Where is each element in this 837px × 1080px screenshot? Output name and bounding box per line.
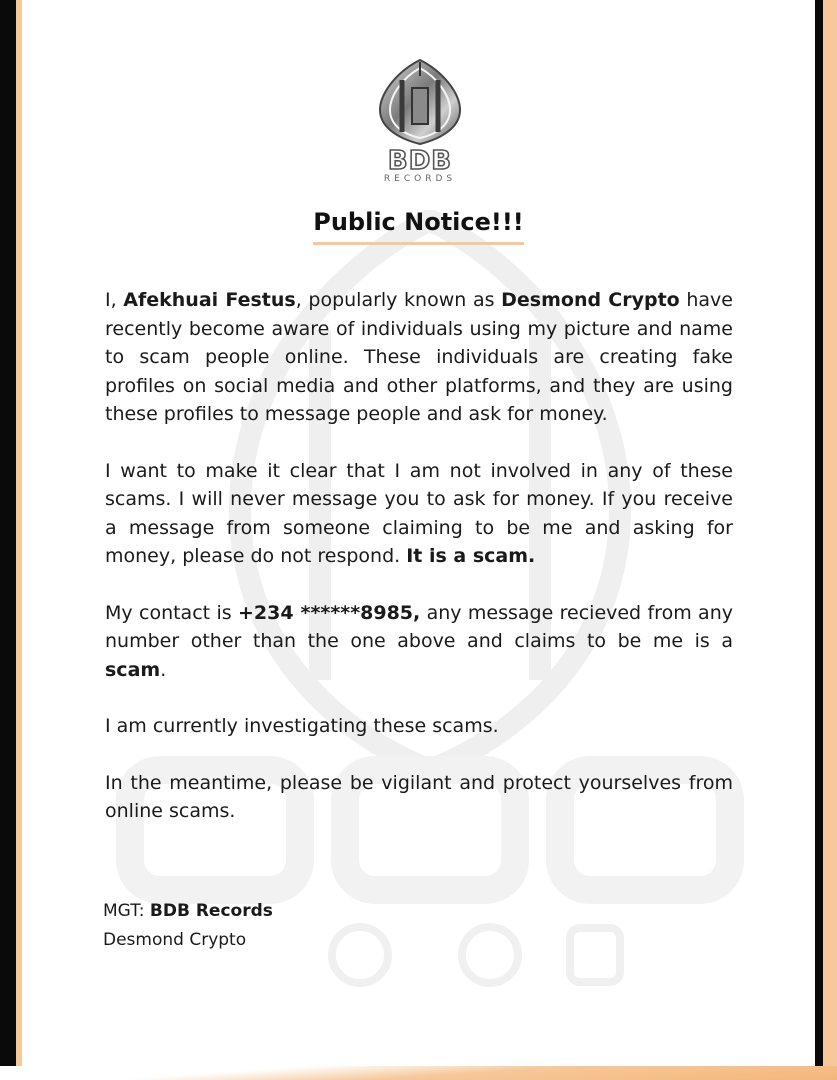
paragraph-1 [105, 286, 733, 429]
bottom-accent-stripe [0, 1066, 837, 1080]
p1-middle: , popularly known as [295, 289, 502, 311]
p1-rest: have recently become aware of individuals using my picture and name to scam people online. These individuals are creating fake profiles on social media and other platforms, and they are using these profiles to message people and ask for money. [105, 289, 733, 425]
mgt-value: BDB Records [149, 901, 273, 921]
signatory-name: Desmond Crypto [103, 930, 247, 950]
p1-prefix: I, [105, 289, 124, 311]
p3-contact: +234 ******8985, [238, 601, 421, 624]
notice-body [105, 286, 733, 854]
bdb-records-logo [368, 58, 472, 186]
right-border [815, 0, 837, 1080]
paragraph-2 [105, 457, 733, 571]
p3-suffix: . [160, 658, 167, 681]
left-border [0, 0, 22, 1080]
p3-middle: any message recieved from any number other than the one above and claims to be me is a [105, 601, 733, 652]
p2-emphasis: It is a scam. [406, 545, 536, 567]
paragraph-3 [105, 599, 733, 685]
p1-name: Afekhuai Festus [123, 289, 296, 311]
bdb-emblem-icon [368, 58, 472, 146]
logo-wordmark: BDB [387, 146, 453, 176]
management-line [103, 897, 503, 926]
paragraph-4: I am currently investigating these scams. [105, 715, 499, 737]
mgt-label: MGT: [103, 901, 150, 921]
p3-prefix: My contact is [105, 601, 238, 624]
p2-text: I want to make it clear that I am not involved in any of these scams. I will never message you to ask for money. If you receive a message from someone claiming to be me and asking for money, please do not respond. [105, 459, 733, 567]
notice-title [0, 208, 837, 245]
p1-alias: Desmond Crypto [501, 289, 680, 311]
paragraph-5: In the meantime, please be vigilant and protect yourselves from online scams. [105, 771, 733, 822]
p3-emphasis: scam [105, 658, 161, 681]
notice-title-text: Public Notice!!! [313, 208, 524, 245]
logo-subtitle: RECORDS [383, 174, 457, 184]
signature-block [103, 897, 503, 955]
